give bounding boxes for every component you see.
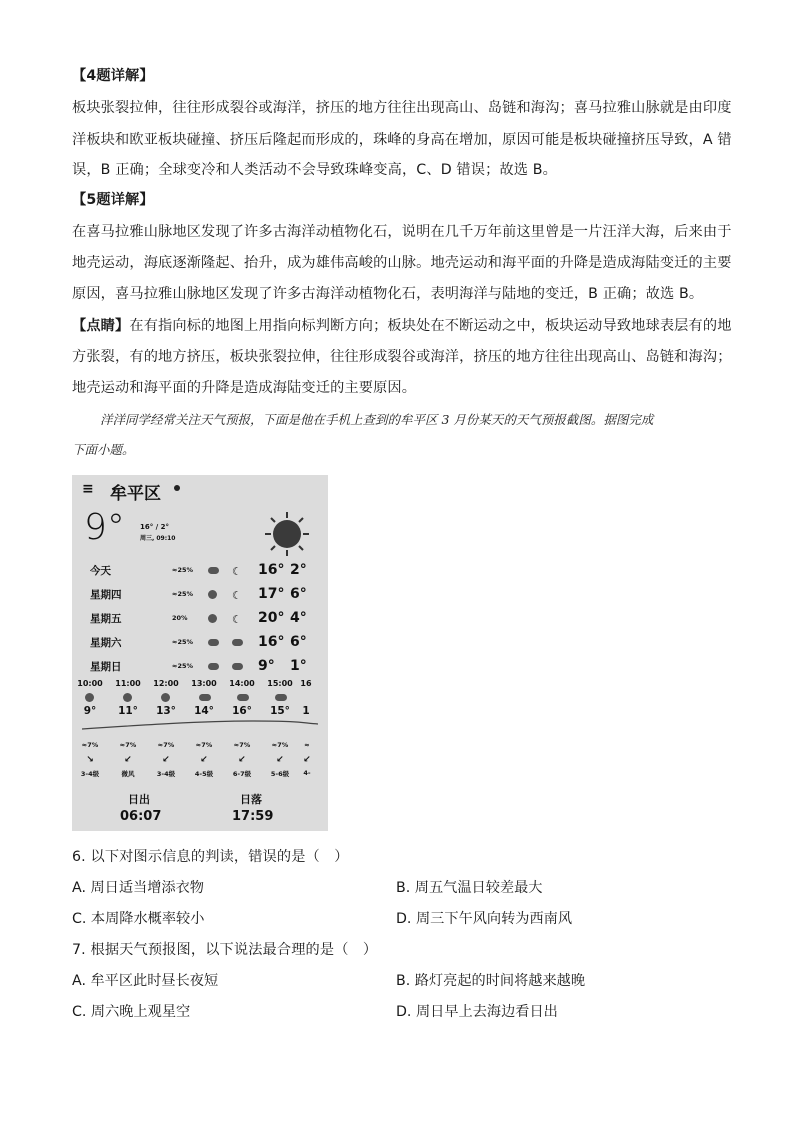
sunrise-label: 日出 [128,793,150,806]
hourly-time: 10:00 [77,679,103,688]
daily-row [72,585,328,605]
wind-direction-icon: ↙ [162,755,170,765]
tip-text-1: 在有指向标的地图上用指向标判断方向；板块处在不断运动之中，板块运动导致地球表层有的地 [129,318,732,334]
moon-icon: ☾ [232,589,242,602]
q4-line-3: 误，B 正确；全球变冷和人类活动不会导致珠峰变高，C、D 错误；故选 B。 [72,162,558,178]
wind-direction-icon: ↘ [86,755,94,765]
q7-option-b: B. 路灯亮起的时间将越来越晚 [396,973,586,989]
cloud-icon [208,639,219,646]
wind-direction-icon: ↙ [200,755,208,765]
daily-day: 今天 [90,565,111,577]
location-pin-icon [174,485,180,491]
hourly-precip: ≈7% [195,741,213,749]
wind-direction-icon: ↙ [124,755,132,765]
q6-stem: 6. 以下对图示信息的判读，错误的是（ ） [72,849,349,865]
daily-precip: ≈25% [172,638,194,646]
q6-option-a: A. 周日适当增添衣物 [72,880,204,896]
wind-direction-icon: ↙ [276,755,284,765]
cloud-icon [237,694,249,701]
daily-precip: ≈25% [172,590,194,598]
daily-low: 6° [290,586,307,602]
hourly-precip: ≈7% [81,741,99,749]
q4-line-1: 板块张裂拉伸，往往形成裂谷或海洋，挤压的地方往往出现高山、岛链和海沟；喜马拉雅山脉就是由印度 [72,100,732,116]
daily-high: 16° [258,562,285,578]
q7-option-d: D. 周日早上去海边看日出 [396,1004,558,1020]
q5-heading: 【5题详解】 [72,192,154,208]
hourly-temp: 13° [156,705,176,717]
moon-icon: ☾ [232,613,242,626]
q4-heading: 【4题详解】 [72,68,154,84]
q5-line-1: 在喜马拉雅山脉地区发现了许多古海洋动植物化石，说明在几千万年前这里曾是一片汪洋大海，后来由于 [72,224,732,240]
daily-row [72,657,328,677]
hourly-precip: ≈7% [233,741,251,749]
cloud-icon [208,663,219,670]
menu-icon: ≡ [82,481,94,497]
hourly-time: 12:00 [153,679,179,688]
sun-small-icon [161,693,170,702]
hourly-time: 15:00 [267,679,293,688]
tip-line-3: 地壳运动和海平面的升降是造成海陆变迁的主要原因。 [72,380,417,396]
hourly-wind: 3-4级 [80,770,100,778]
sun-small-icon [85,693,94,702]
hourly-temp: 15° [270,705,290,717]
q5-line-2: 地壳运动，海底逐渐隆起、抬升，成为雄伟高峻的山脉。地壳运动和海平面的升降是造成海陆变迁的主要 [72,255,732,271]
hourly-precip: ≈7% [157,741,175,749]
q5-line-3: 原因，喜马拉雅山脉地区发现了许多古海洋动植物化石，表明海洋与陆地的变迁，B 正确；故选 B。 [72,286,704,302]
daily-low: 1° [290,658,307,674]
hourly-precip: ≈7% [119,741,137,749]
q4-line-2: 洋板块和欧亚板块碰撞、挤压后隆起而形成的，珠峰的身高在增加，原因可能是板块碰撞挤压导致，A 错 [72,132,732,148]
daily-precip: ≈25% [172,662,194,670]
hourly-wind: 5-6级 [270,770,290,778]
sun-icon [264,511,310,557]
cloud-icon [199,694,211,701]
daily-low: 2° [290,562,307,578]
sun-small-icon [208,614,217,623]
daily-day: 星期四 [90,589,122,601]
hourly-time: 11:00 [115,679,141,688]
tip-label: 【点睛】 [72,318,130,334]
daily-high: 20° [258,610,285,626]
q7-option-c: C. 周六晚上观星空 [72,1004,191,1020]
hourly-wind: 微风 [121,770,135,778]
moon-icon: ☾ [232,565,242,578]
sun-small-icon [123,693,132,702]
hourly-wind: 4- [303,769,311,777]
daily-precip: 20% [172,614,188,622]
daily-day: 星期六 [90,637,122,649]
tip-line-2: 方张裂，有的地方挤压，板块张裂拉伸，往往形成裂谷或海洋，挤压的地方往往出现高山、岛链和海沟； [72,349,732,365]
q6-option-c: C. 本周降水概率较小 [72,911,205,927]
cloud-icon [232,663,243,670]
temp-curve [82,719,318,731]
intro-line-2: 下面小题。 [72,442,135,457]
daily-day: 星期五 [90,613,122,625]
daily-precip: ≈25% [172,566,194,574]
hourly-time: 16 [300,679,312,688]
q6-option-d: D. 周三下午风向转为西南风 [396,911,573,927]
daily-row [72,633,328,653]
hourly-precip: ≈7% [271,741,289,749]
cloud-icon [232,639,243,646]
intro-line-1: 洋洋同学经常关注天气预报，下面是他在手机上查到的牟平区 3 月份某天的天气预报截图。据图完成 [100,412,654,427]
sun-small-icon [208,590,217,599]
daily-high: 9° [258,658,275,674]
hourly-temp: 1 [302,705,310,717]
cloud-icon [208,567,219,574]
weather-screenshot [72,475,328,831]
tip-line-1 [72,316,732,336]
q7-option-a: A. 牟平区此时昼长夜短 [72,973,219,989]
q7-stem: 7. 根据天气预报图，以下说法最合理的是（ ） [72,942,378,958]
daily-high: 17° [258,586,285,602]
cloud-icon [275,694,287,701]
daily-day: 星期日 [90,661,122,673]
date-time: 周三, 09:10 [140,535,176,542]
temp-range: 16° / 2° [140,523,170,531]
hourly-wind: 6-7级 [232,770,252,778]
q6-option-b: B. 周五气温日较差最大 [396,880,543,896]
sunrise-time: 06:07 [120,809,162,824]
sunset-time: 17:59 [232,809,274,824]
daily-row [72,609,328,629]
location-title: 牟平区 [110,484,161,504]
daily-row [72,561,328,581]
daily-low: 4° [290,610,307,626]
hourly-temp: 9° [83,705,97,717]
hourly-wind: 4-5级 [194,770,214,778]
wind-direction-icon: ↙ [238,755,246,765]
hourly-time: 13:00 [191,679,217,688]
hourly-time: 14:00 [229,679,255,688]
hourly-precip: ≈ [304,741,310,749]
hourly-temp: 16° [232,705,252,717]
hourly-temp: 14° [194,705,214,717]
sunset-label: 日落 [240,793,262,806]
daily-high: 16° [258,634,285,650]
hourly-temp: 11° [118,705,138,717]
wind-direction-icon: ↙ [303,755,311,765]
hourly-wind: 3-4级 [156,770,176,778]
current-temp: 9° [84,507,125,548]
daily-low: 6° [290,634,307,650]
